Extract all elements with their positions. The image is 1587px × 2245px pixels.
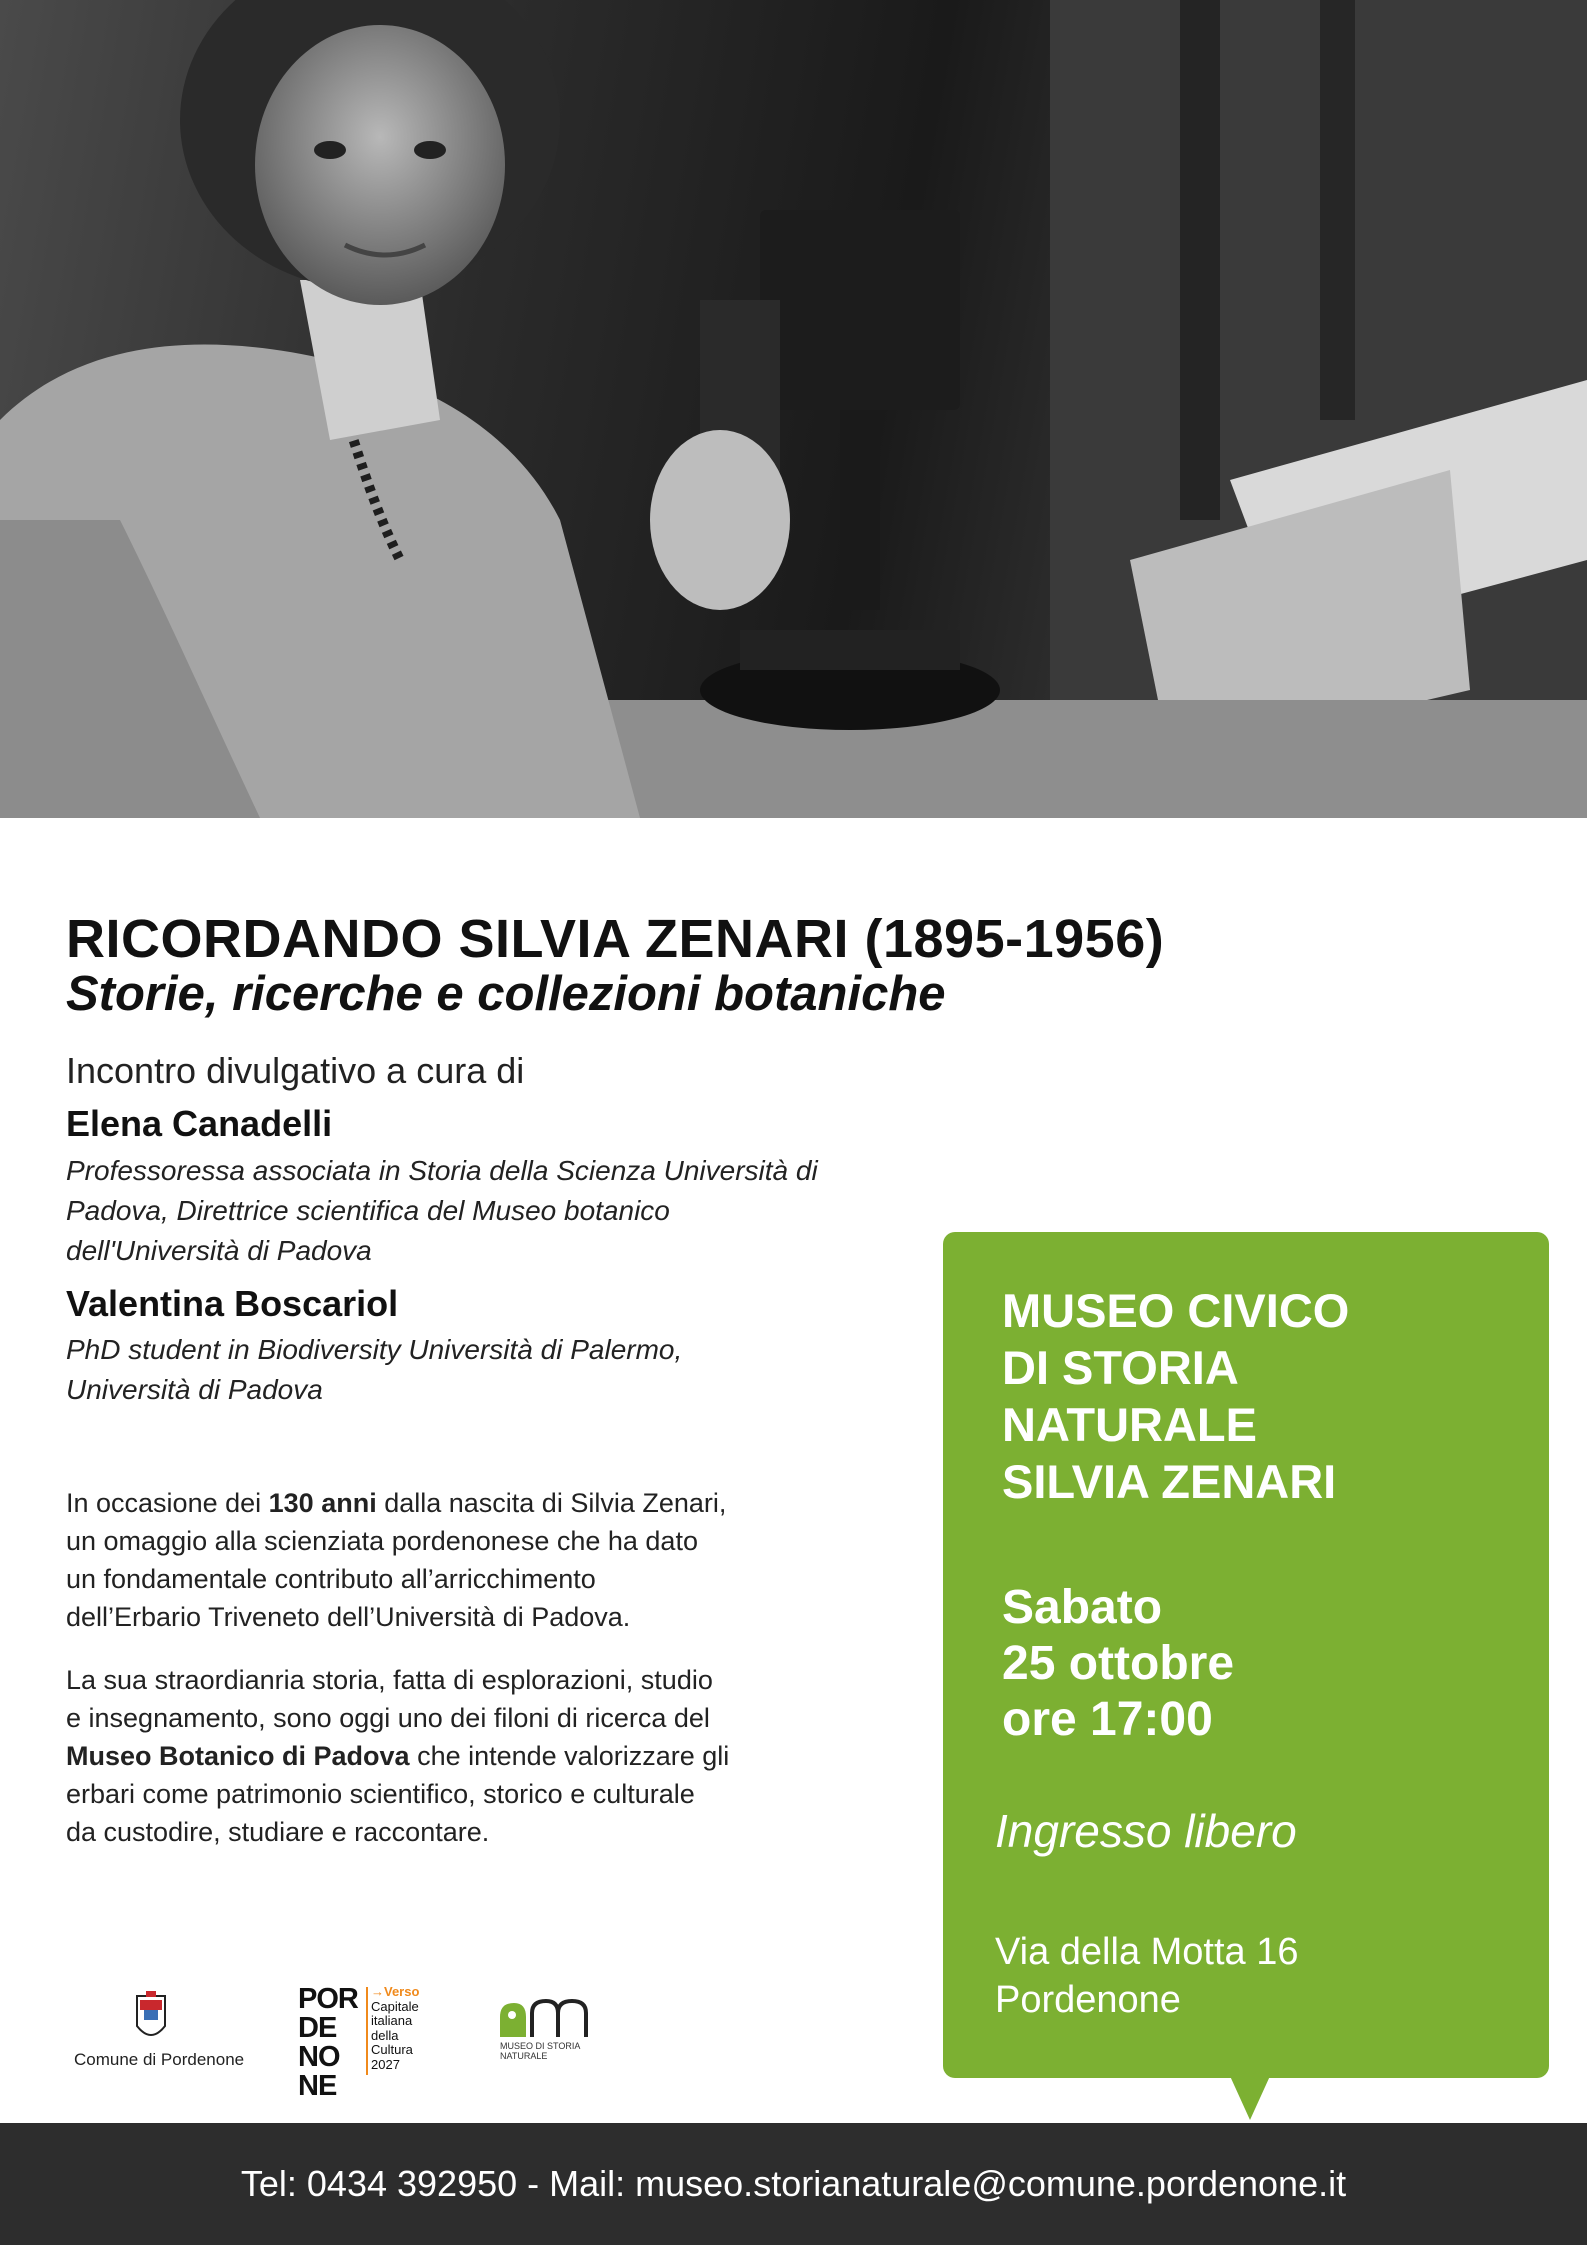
event-address: Via della Motta 16 Pordenone <box>995 1931 1299 2021</box>
speaker-role-2: PhD student in Biodiversity Università di Palermo, Università di Padova <box>66 1334 683 1405</box>
pordenone-2027-logo <box>298 1983 438 2102</box>
paragraph-anniversary: In occasione dei 130 anni dalla nascita di Silvia Zenari, un omaggio alla scienziata pordenonese che ha dato un fondamentale contributo all’arricchimento dell’Erbario Triveneto dell’Università di Padova. <box>66 1488 727 1632</box>
speaker-role-1: Professoressa associata in Storia della Scienza Università di Padova, Direttrice scientifica del Museo botanico dell'Università di Padova <box>66 1155 818 1266</box>
comune-pordenone-logo <box>66 1990 245 2070</box>
page-subtitle: Storie, ricerche e collezioni botaniche <box>66 967 946 1021</box>
entry-note: Ingresso libero <box>995 1805 1297 1857</box>
speaker-name-1: Elena Canadelli <box>66 1103 333 1144</box>
city-coat-of-arms-icon <box>66 1990 236 2048</box>
contact-info: Tel: 0434 392950 - Mail: museo.storianaturale@comune.pordenone.it <box>240 2163 1347 2204</box>
intro-text: Incontro divulgativo a cura di <box>66 1050 525 1091</box>
pordenone-caption: →Verso Capitale italiana della Cultura 2027 <box>371 1984 420 2072</box>
hero-photo <box>0 0 1587 818</box>
speaker-name-2: Valentina Boscariol <box>66 1283 399 1324</box>
museo-storia-naturale-logo <box>498 1995 618 2070</box>
photo-illustration <box>0 0 1587 818</box>
event-info-panel <box>943 1232 1549 2078</box>
page-title: RICORDANDO SILVIA ZENARI (1895-1956) <box>66 909 1165 969</box>
callout-pointer <box>1230 2076 1270 2120</box>
event-date: Sabato 25 ottobre ore 17:00 <box>1002 1581 1235 1746</box>
venue-name: MUSEO CIVICO DI STORIA NATURALE SILVIA ZENARI <box>1002 1284 1350 1508</box>
pordenone-divider <box>366 1987 368 2075</box>
paragraph-story: La sua straordianria storia, fatta di esplorazioni, studio e insegnamento, sono oggi uno dei filoni di ricerca del Museo Botanico di Padova che intende valorizzare gli erbari come patrimonio scientifico, storico e culturale da custodire, studiare e raccontare. <box>66 1665 730 1847</box>
museo-label: MUSEO DI STORIA NATURALE <box>500 2041 581 2061</box>
comune-label: Comune di Pordenone <box>74 2050 245 2069</box>
pordenone-letters: POR DE NO NE <box>298 1983 358 2102</box>
footer-bar <box>0 2123 1587 2245</box>
museum-dinosaur-icon <box>498 1995 608 2039</box>
